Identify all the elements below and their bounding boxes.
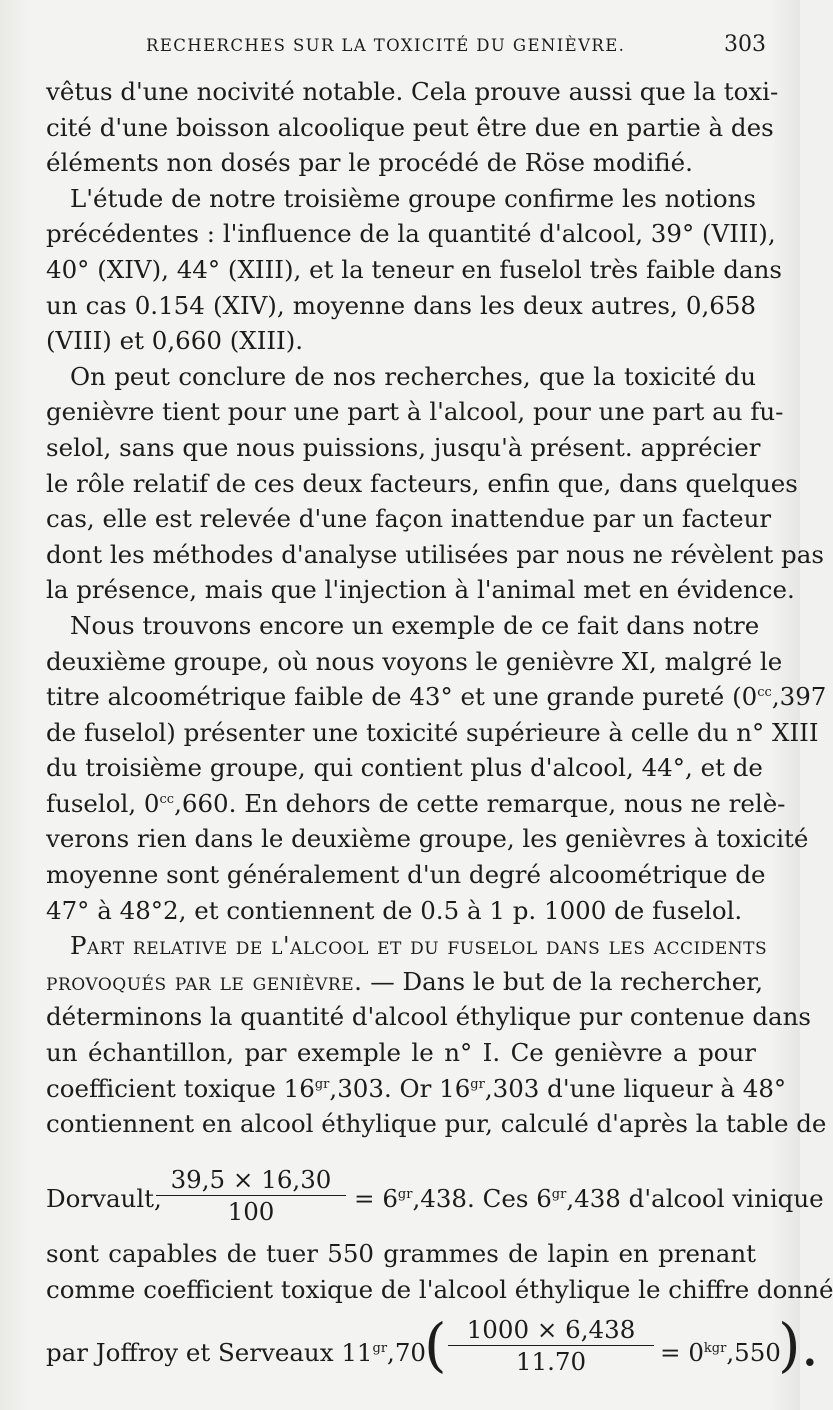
line-text: ,660. En dehors de cette remarque, nous ne relè- <box>174 788 786 818</box>
text-line: un échantillon, par exemple le n° I. Ce genièvre a pour <box>46 1038 756 1068</box>
text-line: précédentes : l'influence de la quantité d'alcool, 39° (VIII), <box>46 219 776 249</box>
unit-superscript: cc <box>757 685 772 701</box>
formula-result <box>660 1338 781 1367</box>
fraction-numerator: 39,5 × 16,30 <box>170 1165 332 1194</box>
fraction <box>156 1166 346 1226</box>
formula-prefix <box>46 1338 426 1367</box>
open-paren: ( <box>424 1311 447 1379</box>
fraction-numerator: 1000 × 6,438 <box>466 1315 636 1344</box>
formula-joffroy <box>46 1311 820 1384</box>
formula-prefix: Dorvault, <box>46 1184 162 1213</box>
text-line: cité d'une boisson alcoolique peut être due en partie à des <box>46 112 774 142</box>
unit-superscript: gr <box>372 1341 388 1356</box>
unit-superscript: gr <box>397 1187 413 1202</box>
result-value: 0 <box>688 1338 704 1367</box>
equals-sign: = <box>354 1184 375 1213</box>
line-text: fuselol, 0 <box>46 788 160 818</box>
fraction-denominator: 100 <box>227 1197 275 1226</box>
section-heading: Part relative de l'alcool et du fuselol dans les accidents <box>70 931 768 961</box>
result-value: 6 <box>382 1184 398 1213</box>
fraction-bar <box>448 1345 654 1346</box>
text-line: cas, elle est relevée d'une façon inattendue par un facteur <box>46 504 772 534</box>
text-line: du troisième groupe, qui contient plus d'alcool, 44°, et de <box>46 753 763 783</box>
text-line: On peut conclure de nos recherches, que la toxicité du <box>70 361 756 391</box>
page-number: 303 <box>724 32 766 57</box>
text-line: 47° à 48°2, et contiennent de 0.5 à 1 p. 1000 de fuselol. <box>46 895 743 925</box>
running-title: RECHERCHES SUR LA TOXICITÉ DU GENIÈVRE. <box>146 36 626 55</box>
section-heading: provoqués par le genièvre. <box>46 966 363 996</box>
result-value: ,550 <box>726 1338 781 1367</box>
prefix-text: ,70 <box>387 1338 427 1367</box>
text-line: deuxième groupe, où nous voyons le genièvre XI, malgré le <box>46 646 783 676</box>
line-text: titre alcoométrique faible de 43° et une grande pureté (0 <box>46 682 758 712</box>
line-text: ,397 <box>771 682 827 712</box>
unit-superscript: gr <box>470 1076 485 1092</box>
unit-superscript: gr <box>551 1187 567 1202</box>
close-paren: ). <box>778 1311 820 1379</box>
text-line: la présence, mais que l'injection à l'animal met en évidence. <box>46 575 795 605</box>
text-line: comme coefficient toxique de l'alcool éthylique le chiffre donné <box>46 1274 833 1304</box>
text-line: (VIII) et 0,660 (XIII). <box>46 326 304 356</box>
text-line: éléments non dosés par le procédé de Röse modifié. <box>46 148 693 178</box>
page-header <box>146 32 766 66</box>
body-text <box>46 74 827 1142</box>
text-line: selol, sans que nous puissions, jusqu'à présent. apprécier <box>46 432 761 462</box>
formula-result <box>354 1184 824 1213</box>
text-line <box>46 786 786 822</box>
text-line: verons rien dans le deuxième groupe, les genièvres à toxicité <box>46 824 809 854</box>
text-line: de fuselol) présenter une toxicité supérieure à celle du n° XIII <box>46 717 819 747</box>
text-line: Nous trouvons encore un exemple de ce fait dans notre <box>70 610 760 640</box>
text-line: vêtus d'une nocivité notable. Cela prouve aussi que la toxi- <box>46 77 779 106</box>
text-line: moyenne sont généralement d'un degré alcoométrique de <box>46 860 766 890</box>
text-line <box>46 679 827 715</box>
text-line: déterminons la quantité d'alcool éthylique pur contenue dans <box>46 1002 812 1032</box>
line-text: ,303 d'une liqueur à 48° <box>484 1073 787 1103</box>
line-text: coefficient toxique 16 <box>46 1073 315 1103</box>
text-line: le rôle relatif de ces deux facteurs, enfin que, dans quelques <box>46 468 798 498</box>
text-line: sont capables de tuer 550 grammes de lapin en prenant <box>46 1239 756 1268</box>
line-text: — Dans le but de la rechercher, <box>362 966 764 996</box>
unit-superscript: kgr <box>703 1341 727 1356</box>
section-heading-line <box>46 928 768 964</box>
result-value: ,438. Ces 6 <box>412 1184 552 1213</box>
text-line: contiennent en alcool éthylique pur, calculé d'après la table de <box>46 1109 827 1139</box>
line-text: ,303. Or 16 <box>329 1073 471 1103</box>
fraction-bar <box>156 1195 346 1196</box>
fraction-denominator: 11.70 <box>515 1347 587 1376</box>
text-line <box>46 1071 787 1107</box>
unit-superscript: cc <box>159 791 175 807</box>
text-line: un cas 0.154 (XIV), moyenne dans les deux autres, 0,658 <box>46 290 756 320</box>
result-value: ,438 d'alcool vinique <box>566 1184 824 1213</box>
text-line: genièvre tient pour une part à l'alcool, pour une part au fu- <box>46 397 784 427</box>
text-line <box>46 964 764 1000</box>
equals-sign: = <box>660 1338 681 1367</box>
text-line: 40° (XIV), 44° (XIII), et la teneur en fuselol très faible dans <box>46 254 782 284</box>
text-line: dont les méthodes d'analyse utilisées par nous ne révèlent pas <box>46 539 824 569</box>
body-text-continued <box>46 1236 833 1307</box>
unit-superscript: gr <box>314 1076 330 1092</box>
prefix-text: par Joffroy et Serveaux 11 <box>46 1338 373 1367</box>
text-line: L'étude de notre troisième groupe confirme les notions <box>70 183 756 213</box>
formula-dorvault <box>46 1165 824 1226</box>
fraction <box>448 1316 654 1376</box>
